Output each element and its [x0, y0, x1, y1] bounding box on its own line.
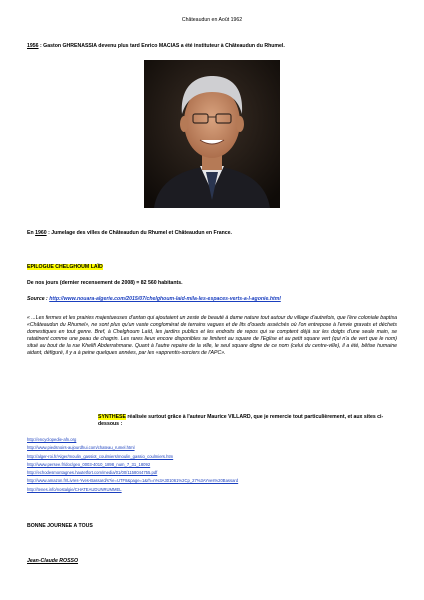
epilogue-heading: EPILOGUE CHELGHOUM LAÏD: [27, 264, 103, 270]
link-item[interactable]: http://www.amazon.fr/Livres-Yves-Bassard/s?ie=UTF8&page=1&rh=n%3A301061%2Cp_27%3AYves%20Bassard: [27, 478, 239, 484]
portrait-photo: [144, 60, 280, 208]
links-list: [27, 436, 238, 494]
paragraph-1960: En 1960 : Jumelage des villes de Châteaudun du Rhumel et Châteaudun en France.: [27, 230, 232, 236]
portrait-illustration: [144, 60, 280, 208]
paragraph-1960-text: : Jumelage des villes de Châteaudun du Rhumel et Châteaudun en France.: [46, 230, 232, 236]
year-1956: 1956: [27, 43, 39, 49]
year-1960: 1960: [35, 230, 47, 236]
paragraph-1956-text: : Gaston GHRENASSIA devenu plus tard Enrico MACIAS a été instituteur à Châteaudun du Rhumel.: [38, 43, 285, 49]
link-item[interactable]: http://www.persee.fr/doc/geo_0003-4010_1898_num_7_31_18092: [27, 461, 151, 467]
closing-text: BONNE JOURNEE A TOUS: [27, 523, 93, 529]
synthese-paragraph: SYNTHESE réalisée surtout grâce à l'auteur Maurice VILLARD, que je remercie tout particulièrement, et aux sites ci-dessous :: [98, 414, 384, 427]
quote-paragraph: « ...Les fermes et les prairies majestueuses d'antan qui ajoutaient un zeste de beauté à dame nature tout autour du village d'autrefois, que l'ère coloniale baptisa «Châteaudun du Rhumel», ne sont plus qu'un vaste conglomérat de terrains vagues et de lits d'oueds asséchés où l'on entrepose à l'envie gravats et déchets domestiques en tout genre. Bref, à Chelghoum Laïd, les jardins publics et les endroits de repos qui se comptent déjà sur les doigts d'une seule main, se ratatinent comme une peau de chagrin. Les rares lieux encore disponibles se limitent au square de l'Eglise et au petit square vert (qui n'a de vert que le nom) situé au bout de la rue Khelifi Abderrahmane. Quant à l'autre repaire de la ville, le seul square digne de ce nom (celui du centre-ville), il a été, bêtise humaine aidant, défiguré, il y a à peine quelques années, par les «apprentis-sorciers de l'APC».: [27, 315, 397, 356]
link-item[interactable]: http://encyclopedie-afn.org: [27, 437, 77, 442]
source-line: Source : http://www.nouara-algerie.com/2015/07/chelghoum-laid-mila-les-espaces-verts-a-l-agonie.html: [27, 296, 281, 302]
page-header: Châteaudun en Août 1962: [181, 17, 243, 23]
paragraph-1956: [27, 43, 397, 50]
link-item[interactable]: http://tenes.info/nostalgie/CHATEAUDUNRUMMEL: [27, 486, 122, 492]
signature: Jean-Claude ROSSO: [27, 558, 79, 564]
source-link[interactable]: http://www.nouara-algerie.com/2015/07/chelghoum-laid-mila-les-espaces-verts-a-l-agonie.html: [49, 296, 281, 302]
population-text: De nos jours (dernier recensement de 2008) = 82 560 habitants.: [27, 280, 183, 286]
link-item[interactable]: http://alger-roi.fr/Alger/moulin_gassiot_coulmiers/moulin_gassio_coulmiers.htm: [27, 453, 174, 459]
link-item[interactable]: http://echodesmontagnes.hautetfort.com/media/01/00/1158044755.pdf: [27, 470, 158, 476]
synthese-label: SYNTHESE: [98, 414, 126, 420]
link-item[interactable]: http://www.piedsnoirs-aujourdhui.com/chateau_rumel.html: [27, 445, 135, 451]
